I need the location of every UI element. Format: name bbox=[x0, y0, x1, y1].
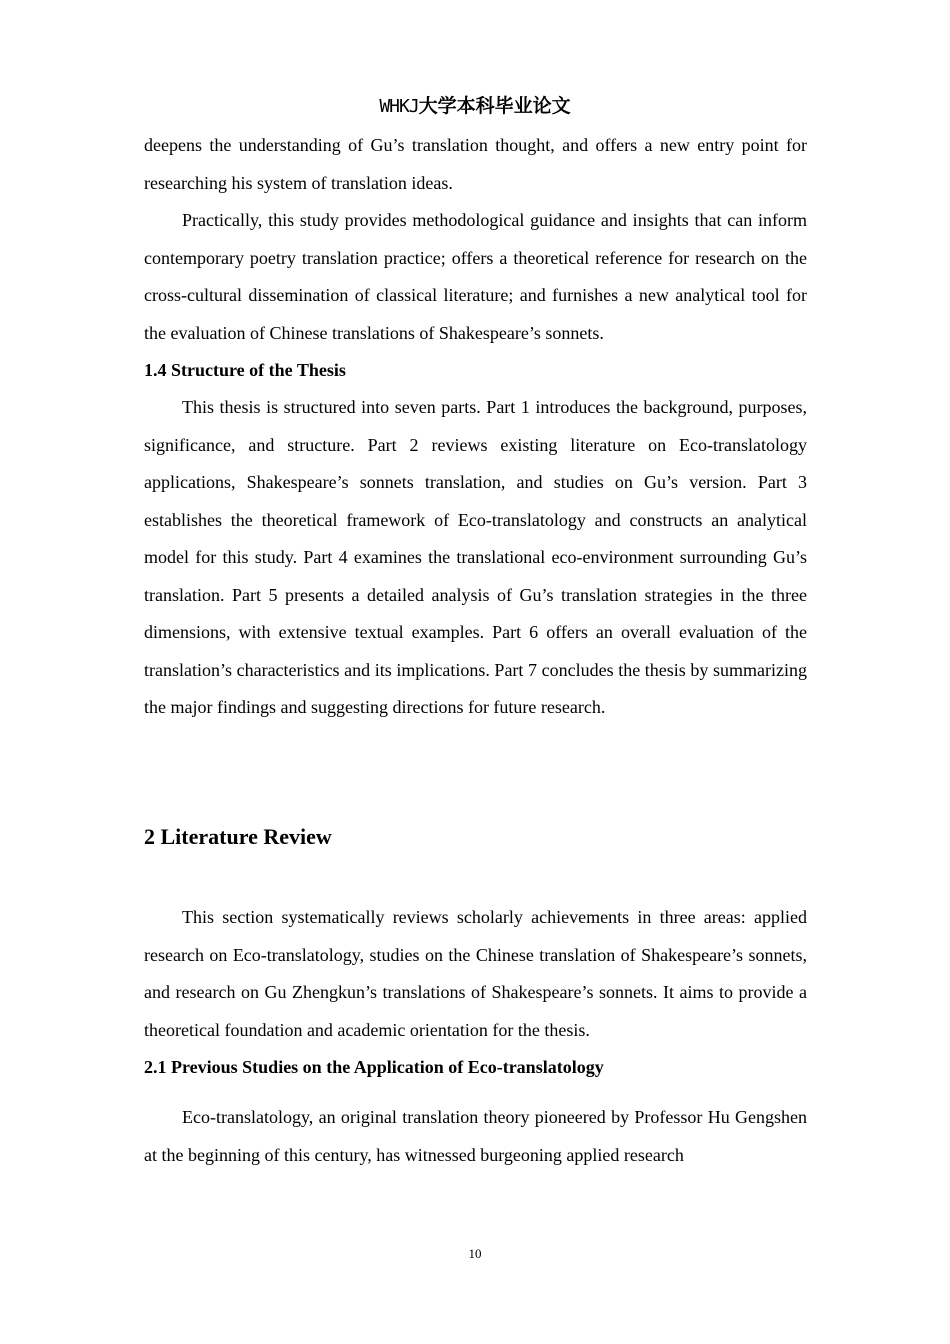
paragraph-review-intro: This section systematically reviews scholarly achievements in three areas: applied research on Eco-translatology, studies on the Chinese translation of Shakespeare’s sonnets, and research on Gu Zhengkun’s translations of Shakespeare’s sonnets. It aims to provide a theoretical foundation and academic orientation for the thesis. bbox=[144, 907, 807, 1040]
paragraph-eco-translatology: Eco-translatology, an original translation theory pioneered by Professor Hu Gengshen at the beginning of this century, has witnessed burgeoning applied research bbox=[144, 1107, 807, 1165]
paragraph-thesis-structure: This thesis is structured into seven parts. Part 1 introduces the background, purposes, significance, and structure. Part 2 reviews existing literature on Eco-translatology applications, Shakespeare’s sonnets translation, and studies on Gu’s version. Part 3 establishes the theoretical framework of Eco-translatology and constructs an analytical model for this study. Part 4 examines the translational eco-environment surrounding Gu’s translation. Part 5 presents a detailed analysis of Gu’s translation strategies in the three dimensions, with extensive textual examples. Part 6 offers an overall evaluation of the translation’s characteristics and its implications. Part 7 concludes the thesis by summarizing the major findings and suggesting directions for future research. bbox=[144, 397, 807, 717]
paragraph-practical-significance: Practically, this study provides methodological guidance and insights that can inform contemporary poetry translation practice; offers a theoretical reference for research on the cross-cultural dissemination of classical literature; and furnishes a new analytical tool for the evaluation of Chinese translations of Shakespeare’s sonnets. bbox=[144, 210, 807, 343]
running-header bbox=[0, 92, 950, 121]
header-title: 大学本科毕业论文 bbox=[418, 95, 571, 117]
section-heading-1-4: 1.4 Structure of the Thesis bbox=[144, 360, 346, 380]
section-heading-2-1: 2.1 Previous Studies on the Application of Eco-translatology bbox=[144, 1057, 604, 1077]
chapter-heading-block bbox=[144, 822, 807, 852]
page-number: 10 bbox=[468, 1246, 482, 1261]
chapter-heading-2: 2 Literature Review bbox=[144, 824, 332, 849]
header-institution-code: WHKJ bbox=[379, 96, 419, 117]
body-section-2 bbox=[144, 899, 807, 1174]
body-section-1 bbox=[144, 127, 807, 727]
paragraph-continued: deepens the understanding of Gu’s translation thought, and offers a new entry point for researching his system of translation ideas. bbox=[144, 135, 807, 193]
